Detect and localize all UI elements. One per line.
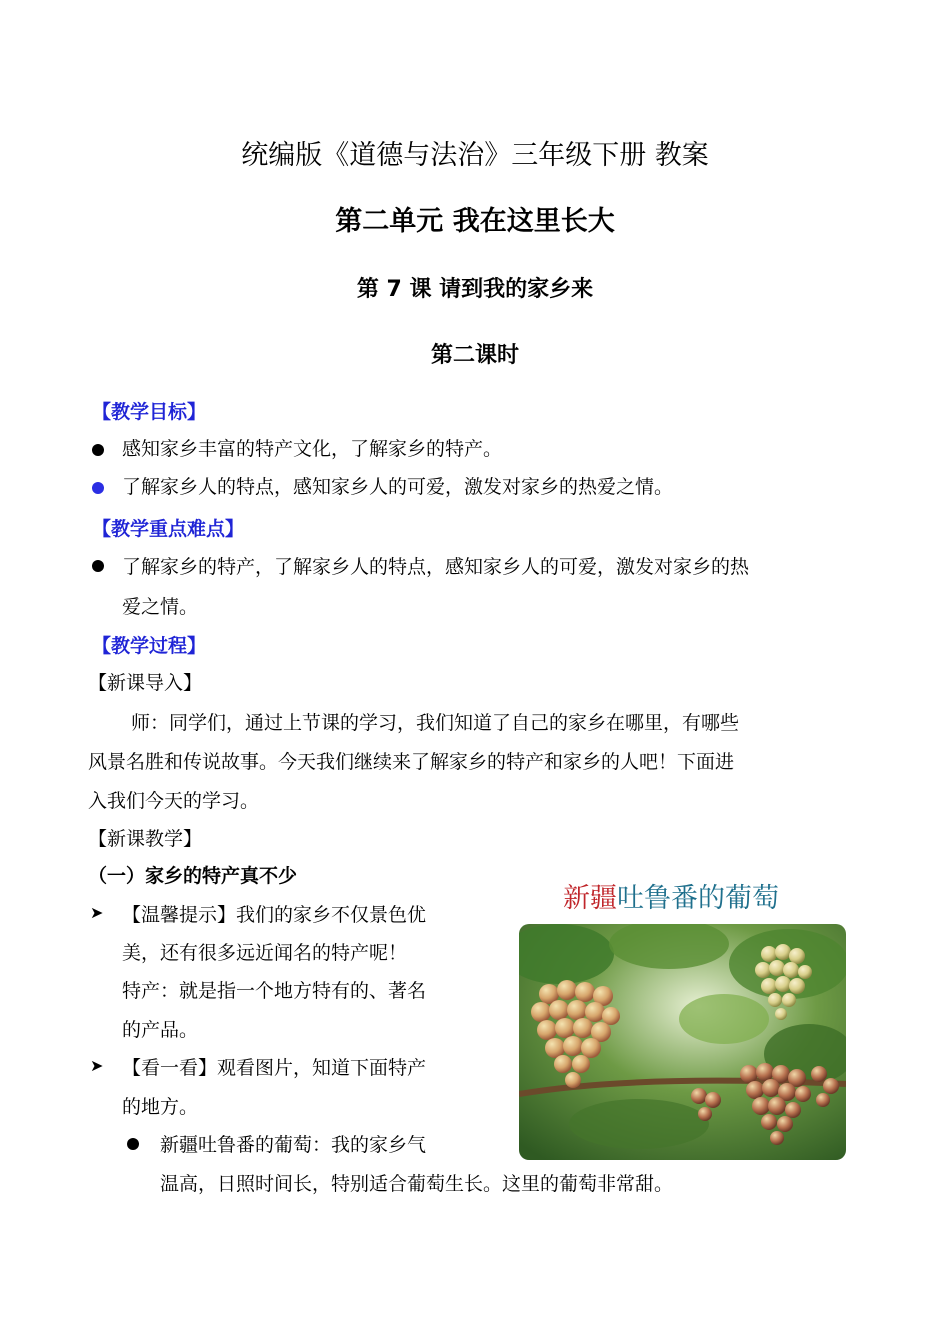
process-heading: 【教学过程】 — [92, 635, 207, 657]
caption-region: 新疆 — [563, 883, 617, 914]
grape-text: 新疆吐鲁番的葡萄：我的家乡气 — [160, 1134, 427, 1156]
period-title: 第二课时 — [430, 343, 519, 368]
bullet-icon — [92, 444, 104, 456]
tip-text: 美，还有很多远近闻名的特产呢！ — [122, 942, 408, 964]
tip-text: 的产品。 — [122, 1019, 199, 1041]
bullet-icon — [92, 482, 104, 494]
intro-text: 风景名胜和传说故事。今天我们继续来了解家乡的特产和家乡的人吧！下面进 — [88, 751, 735, 773]
lesson-title: 第 7 课 请到我的家乡来 — [356, 277, 594, 302]
arrow-bullet-icon: ➤ — [90, 1056, 104, 1075]
objectives-heading: 【教学目标】 — [92, 401, 207, 423]
intro-text: 师：同学们，通过上节课的学习，我们知道了自己的家乡在哪里，有哪些 — [131, 712, 740, 734]
tip-text: 【温馨提示】我们的家乡不仅景色优 — [122, 904, 427, 926]
bullet-icon — [92, 560, 104, 572]
grape-photo — [519, 924, 846, 1160]
grape-text: 温高，日照时间长，特别适合葡萄生长。这里的葡萄非常甜。 — [160, 1173, 674, 1195]
look-text: 【看一看】观看图片，知道下面特产 — [122, 1057, 427, 1079]
key-points-text: 爱之情。 — [122, 596, 199, 618]
unit-title: 第二单元 我在这里长大 — [335, 206, 615, 237]
look-text: 的地方。 — [122, 1096, 199, 1118]
grape-illustration — [519, 924, 846, 1160]
key-points-text: 了解家乡的特产，了解家乡人的特点，感知家乡人的可爱，激发对家乡的热 — [122, 556, 750, 578]
key-points-heading: 【教学重点难点】 — [92, 518, 245, 540]
tip-text: 特产：就是指一个地方特有的、著名 — [122, 980, 427, 1002]
arrow-bullet-icon: ➤ — [90, 903, 104, 922]
intro-text: 入我们今天的学习。 — [88, 790, 260, 812]
objective-item: 了解家乡人的特点，感知家乡人的可爱，激发对家乡的热爱之情。 — [122, 476, 674, 498]
section-heading: （一）家乡的特产真不少 — [88, 865, 298, 887]
objective-item: 感知家乡丰富的特产文化，了解家乡的特产。 — [122, 438, 503, 460]
image-caption — [563, 876, 779, 915]
bullet-icon — [127, 1138, 139, 1150]
caption-place: 吐鲁番的葡萄 — [617, 883, 779, 914]
teach-label: 【新课教学】 — [88, 828, 203, 850]
intro-label: 【新课导入】 — [88, 672, 203, 694]
document-title: 统编版《道德与法治》三年级下册 教案 — [241, 140, 709, 171]
